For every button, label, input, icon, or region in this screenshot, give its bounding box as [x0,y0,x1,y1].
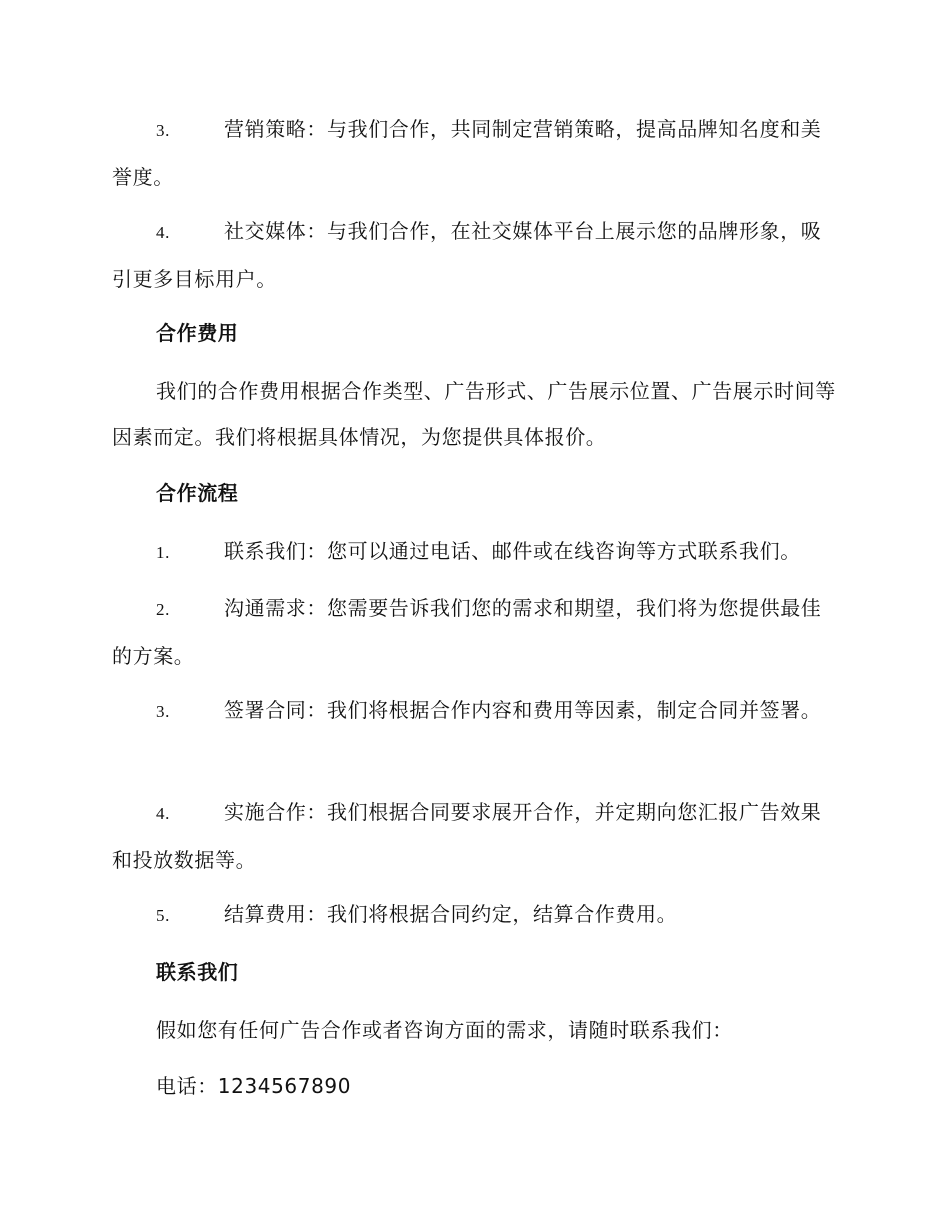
list-text: 联系我们：您可以通过电话、邮件或在线咨询等方式联系我们。 [224,539,801,563]
section-heading-process: 合作流程 [156,481,239,505]
list-number: 3. [156,121,170,140]
list-number: 4. [156,804,170,823]
contact-phone: 电话：1234567890 [156,1074,352,1098]
list-number: 4. [156,223,170,242]
list-item [112,528,837,576]
list-item [112,106,837,200]
list-text: 签署合同：我们将根据合作内容和费用等因素，制定合同并签署。 [224,698,822,722]
section-heading-contact: 联系我们 [156,960,239,984]
list-item [112,585,837,679]
list-item [112,687,837,735]
list-number: 1. [156,543,170,562]
section-heading-fees: 合作费用 [156,321,239,345]
list-item [112,208,837,302]
list-text: 结算费用：我们将根据合同约定，结算合作费用。 [224,902,678,926]
contact-intro: 假如您有任何广告合作或者咨询方面的需求，请随时联系我们： [156,1018,733,1042]
list-text: 实施合作：我们根据合同要求展开合作，并定期向您汇报广告效果和投放数据等。 [112,800,822,872]
fees-paragraph: 我们的合作费用根据合作类型、广告形式、广告展示位置、广告展示时间等因素而定。我们将根据具体情况，为您提供具体报价。 [112,379,836,449]
list-item [112,891,837,939]
list-text: 社交媒体：与我们合作，在社交媒体平台上展示您的品牌形象，吸引更多目标用户。 [112,219,822,291]
list-number: 3. [156,702,170,721]
list-text: 沟通需求：您需要告诉我们您的需求和期望，我们将为您提供最佳的方案。 [112,596,822,668]
list-number: 5. [156,906,170,925]
list-text: 营销策略：与我们合作，共同制定营销策略，提高品牌知名度和美誉度。 [112,117,822,189]
list-number: 2. [156,600,170,619]
list-item [112,789,837,883]
